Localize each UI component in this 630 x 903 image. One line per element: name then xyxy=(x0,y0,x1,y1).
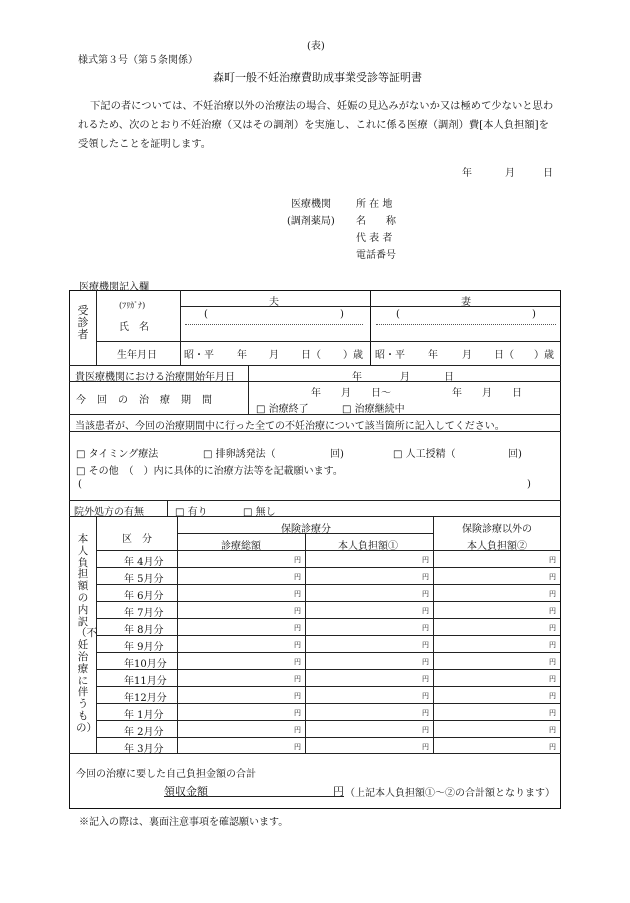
total-amount-cell[interactable] xyxy=(180,585,290,599)
wife-dob-year: 年 xyxy=(428,350,438,361)
yen-unit: 円 xyxy=(422,573,429,581)
period-from: 年 月 日〜 xyxy=(311,388,391,399)
institution-address-label: 所 在 地 xyxy=(356,199,393,210)
husband-age: ）歳 xyxy=(343,350,363,361)
wife-name-paren-close: ) xyxy=(532,309,536,320)
yen-unit: 円 xyxy=(549,573,556,581)
yen-unit: 円 xyxy=(294,641,301,649)
yen-unit: 円 xyxy=(294,556,301,564)
other-paren-open: ( xyxy=(78,479,82,490)
receipt-yen: 円 xyxy=(333,785,344,798)
other-method-checkbox[interactable]: □ その他 （ ）内に具体的に治療方法等を記載願います。 xyxy=(76,466,343,477)
treatment-ended-checkbox[interactable]: □ 治療終了 xyxy=(256,404,309,415)
uninsured-cell[interactable] xyxy=(436,602,545,616)
uninsured-cell[interactable] xyxy=(436,670,545,684)
institution-name-label: 名 称 xyxy=(356,216,396,227)
month-row-label: 年 6月分 xyxy=(124,591,164,602)
period-header: 区 分 xyxy=(122,534,152,545)
wife-dob-month: 月 xyxy=(462,350,472,361)
dob-label: 生年月日 xyxy=(117,350,157,361)
husband-name-field[interactable] xyxy=(185,326,361,340)
yen-unit: 円 xyxy=(549,726,556,734)
husband-name-paren-close: ) xyxy=(340,309,344,320)
other-paren-close: ) xyxy=(527,479,531,490)
month-row-label: 年 2月分 xyxy=(124,727,164,738)
yen-unit: 円 xyxy=(422,590,429,598)
institution-phone-label: 電話番号 xyxy=(356,250,396,261)
yen-unit: 円 xyxy=(549,607,556,615)
yen-unit: 円 xyxy=(422,607,429,615)
institution-representative-label: 代 表 者 xyxy=(356,233,393,244)
month-row-label: 年10月分 xyxy=(124,659,167,670)
uninsured-header-line1: 保険診療以外の xyxy=(462,524,532,535)
institution-label: 医療機関 xyxy=(291,199,331,210)
date-day: 日 xyxy=(543,168,553,179)
total-amount-cell[interactable] xyxy=(180,602,290,616)
receipt-note: （上記本人負担額①〜②の合計額となります） xyxy=(345,788,555,799)
prescription-yes-checkbox[interactable]: □ 有り xyxy=(175,507,208,518)
yen-unit: 円 xyxy=(294,726,301,734)
yen-unit: 円 xyxy=(294,658,301,666)
uninsured-cell[interactable] xyxy=(436,585,545,599)
uninsured-cell[interactable] xyxy=(436,687,545,701)
start-month: 月 xyxy=(400,372,410,383)
uninsured-cell[interactable] xyxy=(436,636,545,650)
self-pay1-header: 本人負担額① xyxy=(338,541,398,552)
prescription-no-checkbox[interactable]: □ 無し xyxy=(243,507,276,518)
yen-unit: 円 xyxy=(549,743,556,751)
total-amount-cell[interactable] xyxy=(180,551,290,565)
self-pay1-cell[interactable] xyxy=(308,551,418,565)
self-pay1-cell[interactable] xyxy=(308,568,418,582)
total-amount-cell[interactable] xyxy=(180,687,290,701)
yen-unit: 円 xyxy=(422,743,429,751)
yen-unit: 円 xyxy=(294,709,301,717)
self-pay1-cell[interactable] xyxy=(308,704,418,718)
wife-name-paren-open: ( xyxy=(396,309,400,320)
wife-era: 昭・平 xyxy=(375,350,405,361)
prescription-label: 院外処方の有無 xyxy=(74,507,144,518)
receipt-amount-label: 領収金額 xyxy=(164,785,208,798)
receipt-amount-field[interactable] xyxy=(220,782,330,795)
total-amount-cell[interactable] xyxy=(180,704,290,718)
ovulation-times-label: 回) xyxy=(330,449,344,460)
yen-unit: 円 xyxy=(422,658,429,666)
month-row-label: 年 1月分 xyxy=(124,710,164,721)
start-year: 年 xyxy=(352,372,362,383)
yen-unit: 円 xyxy=(294,607,301,615)
uninsured-cell[interactable] xyxy=(436,568,545,582)
yen-unit: 円 xyxy=(294,624,301,632)
wife-age: ）歳 xyxy=(534,350,554,361)
uninsured-cell[interactable] xyxy=(436,738,545,752)
total-amount-cell[interactable] xyxy=(180,738,290,752)
insemination-checkbox[interactable]: □ 人工授精（ xyxy=(393,449,456,460)
husband-dob-day: 日（ xyxy=(301,350,321,361)
period-to: 年 月 日 xyxy=(452,388,522,399)
yen-unit: 円 xyxy=(294,590,301,598)
footer-note: ※記入の際は、裏面注意事項を確認願います。 xyxy=(79,817,289,828)
yen-unit: 円 xyxy=(294,743,301,751)
month-row-label: 年11月分 xyxy=(124,676,167,687)
timing-checkbox[interactable]: □ タイミング療法 xyxy=(76,449,159,460)
date-month: 月 xyxy=(505,168,515,179)
husband-name-paren-open: ( xyxy=(204,309,208,320)
wife-name-field[interactable] xyxy=(376,326,554,340)
yen-unit: 円 xyxy=(549,624,556,632)
yen-unit: 円 xyxy=(549,675,556,683)
total-amount-cell[interactable] xyxy=(180,619,290,633)
patient-group-label: 受診者 xyxy=(77,304,89,341)
yen-unit: 円 xyxy=(294,675,301,683)
uninsured-header-line2: 本人負担額② xyxy=(467,541,527,552)
section-label: 医療機関記入欄 xyxy=(79,282,149,293)
husband-dob-month: 月 xyxy=(269,350,279,361)
page-side-label: (表) xyxy=(307,41,325,52)
husband-header: 夫 xyxy=(269,297,279,308)
yen-unit: 円 xyxy=(294,692,301,700)
month-row-label: 年 7月分 xyxy=(124,608,164,619)
form-number: 様式第３号（第５条関係） xyxy=(78,55,198,66)
yen-unit: 円 xyxy=(294,573,301,581)
insemination-times-label: 回) xyxy=(508,449,522,460)
self-pay1-cell[interactable] xyxy=(308,653,418,667)
yen-unit: 円 xyxy=(549,692,556,700)
self-pay1-cell[interactable] xyxy=(308,721,418,735)
treatment-period-label: 今 回 の 治 療 期 間 xyxy=(76,395,213,406)
intro-paragraph: 下記の者については、不妊治療以外の治療法の場合、妊娠の見込みがないか又は極めて少ないと思われるため、次のとおり不妊治療（又はその調剤）を実施し、これに係る医療（調剤）費[本人負担額]を受領したことを証明します。 xyxy=(78,100,554,150)
self-pay1-cell[interactable] xyxy=(308,738,418,752)
treatment-ongoing-checkbox[interactable]: □ 治療継続中 xyxy=(342,404,405,415)
total-amount-header: 診療総額 xyxy=(221,541,261,552)
pharmacy-label: (調剤薬局) xyxy=(287,216,335,227)
self-pay1-cell[interactable] xyxy=(308,636,418,650)
other-method-field[interactable] xyxy=(86,479,522,493)
yen-unit: 円 xyxy=(549,556,556,564)
date-year: 年 xyxy=(462,168,472,179)
yen-unit: 円 xyxy=(549,658,556,666)
furigana-label: (ﾌﾘｶﾞﾅ) xyxy=(119,301,146,310)
yen-unit: 円 xyxy=(422,675,429,683)
total-amount-cell[interactable] xyxy=(180,653,290,667)
yen-unit: 円 xyxy=(549,709,556,717)
yen-unit: 円 xyxy=(422,726,429,734)
yen-unit: 円 xyxy=(422,709,429,717)
uninsured-cell[interactable] xyxy=(436,653,545,667)
wife-header: 妻 xyxy=(461,297,471,308)
insured-header: 保険診療分 xyxy=(281,524,331,535)
month-row-label: 年 4月分 xyxy=(124,557,164,568)
self-pay1-cell[interactable] xyxy=(308,619,418,633)
self-pay1-cell[interactable] xyxy=(308,602,418,616)
treatment-start-label: 貴医療機関における治療開始年月日 xyxy=(75,372,235,383)
total-amount-cell[interactable] xyxy=(180,568,290,582)
yen-unit: 円 xyxy=(422,692,429,700)
yen-unit: 円 xyxy=(549,641,556,649)
uninsured-cell[interactable] xyxy=(436,551,545,565)
breakdown-side-label: 本人負担額の内訳（不妊治療に伴うもの） xyxy=(76,533,97,734)
husband-dob-year: 年 xyxy=(237,350,247,361)
month-row-label: 年 8月分 xyxy=(124,625,164,636)
ovulation-checkbox[interactable]: □ 排卵誘発法（ xyxy=(203,449,276,460)
document-title: 森町一般不妊治療費助成事業受診等証明書 xyxy=(213,71,422,84)
husband-era: 昭・平 xyxy=(184,350,214,361)
start-day: 日 xyxy=(444,372,454,383)
month-row-label: 年 5月分 xyxy=(124,574,164,585)
month-row-label: 年12月分 xyxy=(124,693,167,704)
total-amount-cell[interactable] xyxy=(180,721,290,735)
wife-dob-day: 日（ xyxy=(494,350,514,361)
name-label: 氏 名 xyxy=(119,322,149,333)
yen-unit: 円 xyxy=(549,590,556,598)
total-label: 今回の治療に要した自己負担金額の合計 xyxy=(76,769,256,780)
self-pay1-cell[interactable] xyxy=(308,670,418,684)
total-amount-cell[interactable] xyxy=(180,670,290,684)
uninsured-cell[interactable] xyxy=(436,721,545,735)
total-amount-cell[interactable] xyxy=(180,636,290,650)
yen-unit: 円 xyxy=(422,556,429,564)
uninsured-cell[interactable] xyxy=(436,619,545,633)
self-pay1-cell[interactable] xyxy=(308,585,418,599)
self-pay1-cell[interactable] xyxy=(308,687,418,701)
methods-instruction: 当該患者が、今回の治療期間中に行った全ての不妊治療について該当箇所に記入してください。 xyxy=(75,421,505,432)
yen-unit: 円 xyxy=(422,624,429,632)
month-row-label: 年 9月分 xyxy=(124,642,164,653)
yen-unit: 円 xyxy=(422,641,429,649)
month-row-label: 年 3月分 xyxy=(124,744,164,755)
uninsured-cell[interactable] xyxy=(436,704,545,718)
